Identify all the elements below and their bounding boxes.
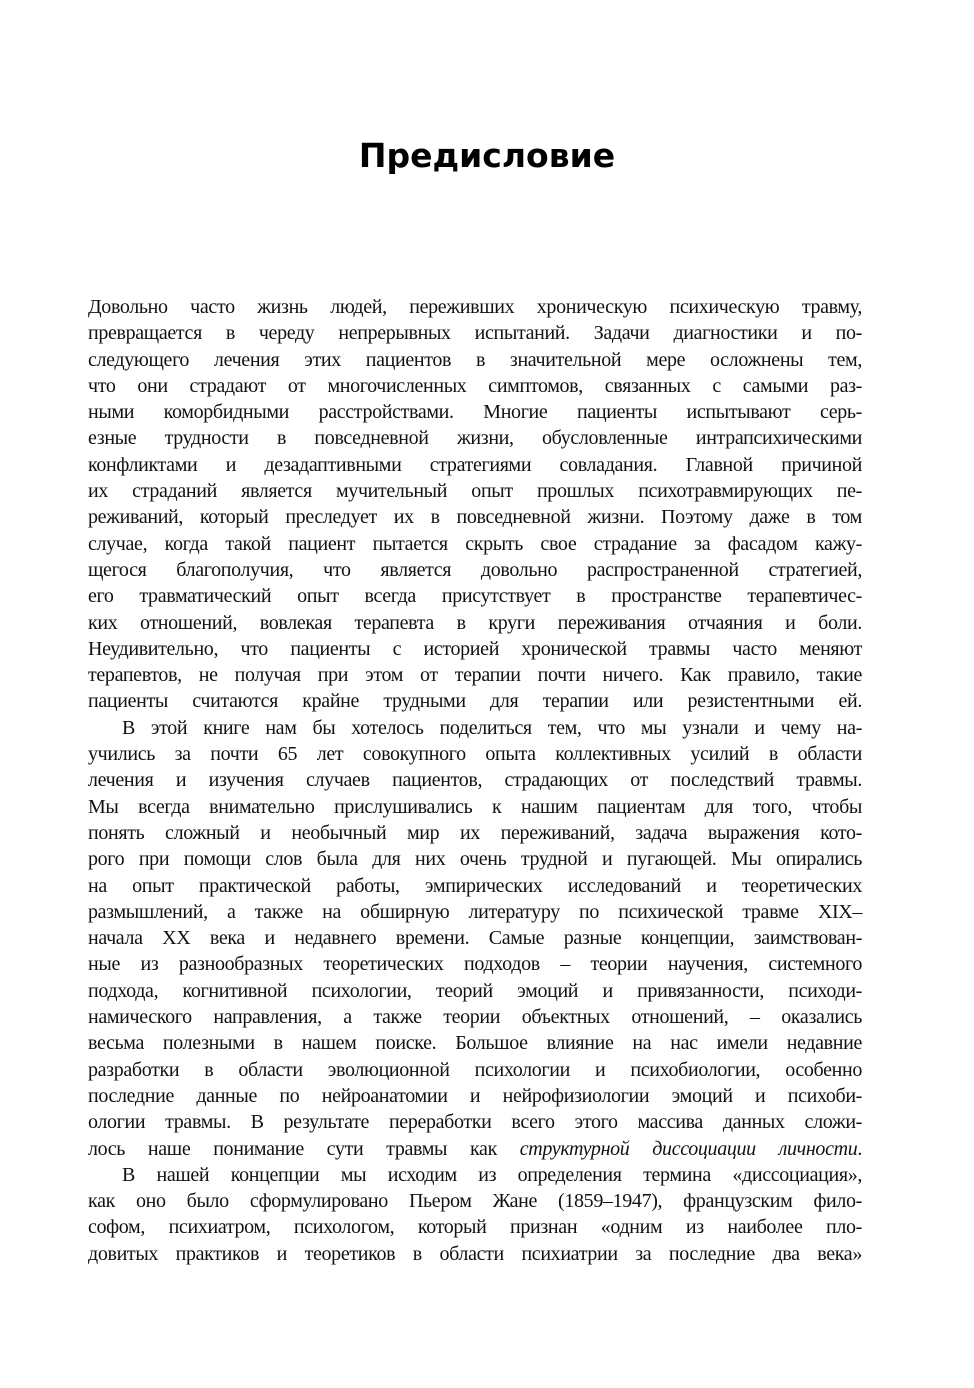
text-line: намического направления, а также теории объектных отношений, – оказались [88,1006,862,1029]
text-segment: . [857,1137,862,1160]
page-title: Предисловие [358,136,616,175]
text-line: Мы всегда внимательно прислушивались к нашим пациентам для того, чтобы [88,795,862,818]
text-line: весьма полезными в нашем поиске. Большое влияние на нас имели недавние [88,1032,862,1055]
text-line: его травматический опыт всегда присутствует в пространстве терапевтичес- [88,585,862,608]
text-line: случае, когда такой пациент пытается скрыть свое страдание за фасадом кажу- [88,532,862,555]
text-line: пациенты считаются крайне трудными для терапии или резистентными ей. [88,690,862,713]
text-line: довитых практиков и теоретиков в области психиатрии за последние два века» [88,1242,862,1265]
text-line: следующего лечения этих пациентов в значительной мере осложнены тем, [88,348,862,371]
text-line: разработки в области эволюционной психологии и психобиологии, особенно [88,1058,862,1081]
text-line: ких отношений, вовлекая терапевта в круги переживания отчаяния и боли. [88,611,862,634]
text-line: на опыт практической работы, эмпирических исследований и теоретических [88,874,862,897]
text-line: последние данные по нейроанатомии и нейрофизиологии эмоций и психоби- [88,1084,862,1107]
text-line: превращается в череду непрерывных испытаний. Задачи диагностики и по- [88,322,862,345]
text-line: софом, психиатром, психологом, который признан «одним из наиболее пло- [88,1216,862,1239]
text-line: В этой книге нам бы хотелось поделиться тем, что мы узнали и чему на- [122,716,862,739]
italic-term: структурной диссоциации личности [519,1137,858,1160]
text-line: езные трудности в повседневной жизни, обусловленные интрапсихическими [88,427,862,450]
text-line: что они страдают от многочисленных симптомов, связанных с самыми раз- [88,374,862,397]
text-line: как оно было сформулировано Пьером Жане (1859–1947), французским фило- [88,1190,862,1213]
text-line: ологии травмы. В результате переработки всего этого массива данных сложи- [88,1111,862,1134]
text-line: понять сложный и необычный мир их переживаний, задача выражения кото- [88,821,862,844]
text-line: ные из разнообразных теоретических подходов – теории научения, системного [88,953,862,976]
text-line: Довольно часто жизнь людей, переживших хроническую психическую травму, [88,296,862,318]
text-segment: лось наше понимание сути травмы как [88,1137,520,1160]
text-line: Неудивительно, что пациенты с историей хронической травмы часто меняют [88,637,862,660]
text-line: терапевтов, не получая при этом от терапии почти ничего. Как правило, такие [88,664,862,687]
text-line: реживаний, который преследует их в повседневной жизни. Поэтому даже в том [88,506,862,529]
text-line: учились за почти 65 лет совокупного опыта коллективных усилий в области [88,743,862,766]
text-line: их страданий является мучительный опыт прошлых психотравмирующих пе- [88,480,862,503]
text-line: щегося благополучия, что является довольно распространенной стратегией, [88,558,862,581]
text-line: В нашей концепции мы исходим из определения термина «диссоциация», [122,1163,862,1186]
text-line: лечения и изучения случаев пациентов, страдающих от последствий травмы. [88,769,862,792]
text-line: подхода, когнитивной психологии, теорий эмоций и привязанности, психоди- [88,979,862,1002]
preface-body [88,294,862,1267]
text-line: размышлений, а также на обширную литературу по психической травме XIX– [88,900,862,923]
text-line: рого при помощи слов была для них очень трудной и пугающей. Мы опирались [88,848,862,871]
text-line: конфликтами и дезадаптивными стратегиями совладания. Главной причиной [88,453,862,476]
text-line [88,1136,862,1162]
text-line: ными коморбидными расстройствами. Многие пациенты испытывают серь- [88,401,862,424]
text-line: начала XX века и недавнего времени. Самые разные концепции, заимствован- [88,927,862,950]
